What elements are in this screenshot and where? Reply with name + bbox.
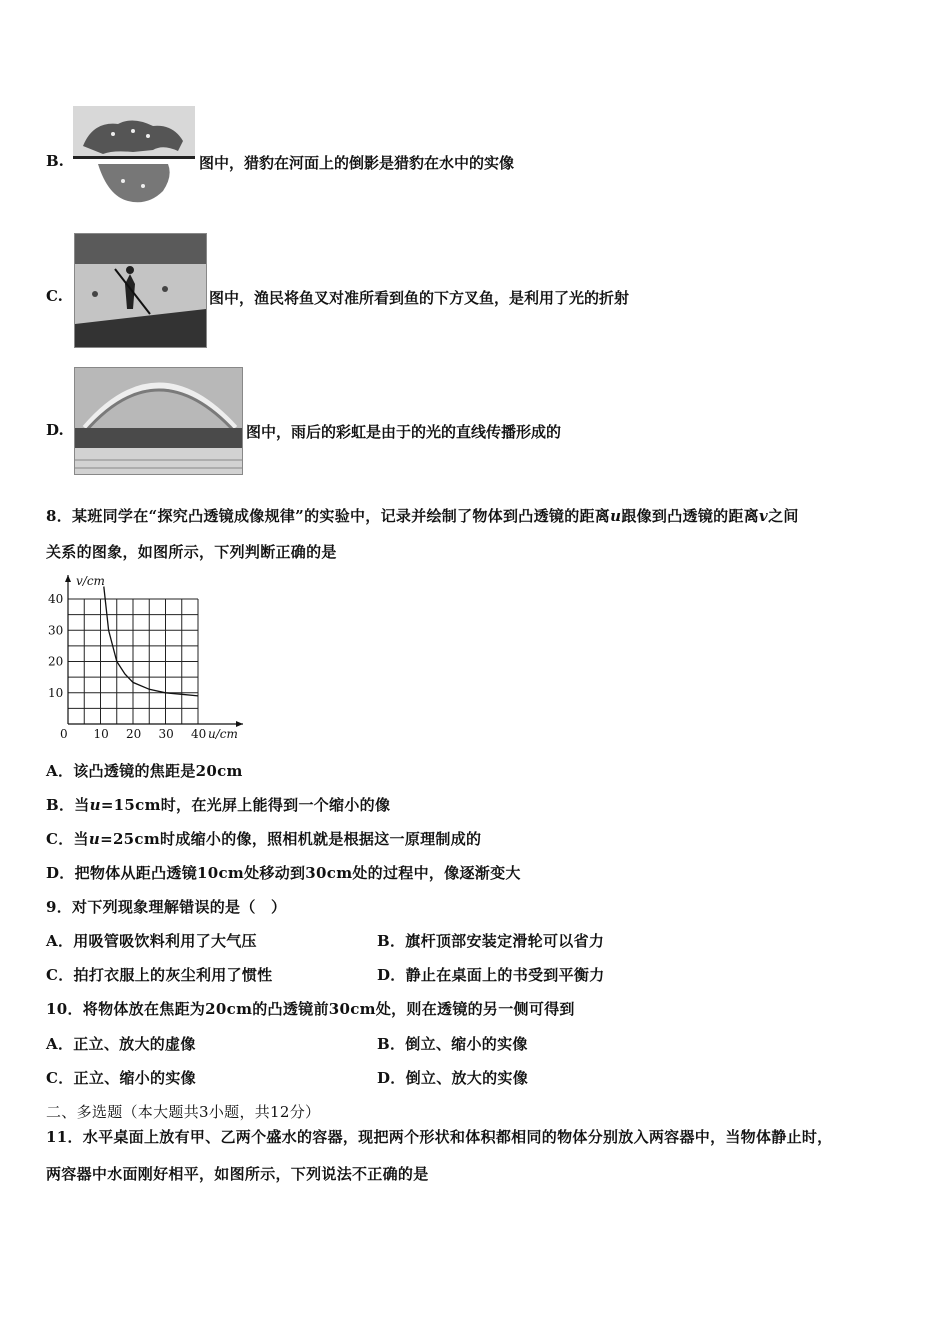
cheetah-reflection-photo: [73, 106, 195, 210]
q8-option-a-text: 该凸透镜的焦距是20cm: [73, 762, 243, 780]
rainbow-photo: [74, 367, 243, 475]
q8-option-c-pre: 当: [73, 830, 89, 848]
q8-var-u: u: [610, 507, 622, 525]
q10-stem: 10．将物体放在焦距为20cm的凸透镜前30cm处，则在透镜的另一侧可得到: [46, 1000, 575, 1018]
option-b-text: 图中，猎豹在河面上的倒影是猎豹在水中的实像: [199, 154, 515, 172]
q9-option-b-text: 旗杆顶部安装定滑轮可以省力: [405, 932, 605, 950]
option-c-letter: C.: [46, 287, 63, 305]
q8-option-a-letter: A．: [46, 762, 74, 780]
x-axis-label: u/cm: [208, 727, 238, 741]
q9-option-b: [377, 930, 604, 951]
option-b-letter: B.: [46, 152, 64, 170]
q8-option-b-post: =15cm时，在光屏上能得到一个缩小的像: [100, 796, 391, 814]
q11-line1: 11．水平桌面上放有甲、乙两个盛水的容器，现把两个形状和体积都相同的物体分别放入两容器中，当物体静止时，: [46, 1128, 833, 1146]
q8-option-d: [46, 862, 521, 883]
q8-option-c-letter: C．: [46, 830, 74, 848]
q9-option-c-letter: C．: [46, 966, 74, 984]
q10-option-a: [46, 1033, 196, 1054]
q8-option-c: [46, 828, 481, 849]
y-tick-label: 30: [48, 623, 64, 638]
q8-option-d-letter: D．: [46, 864, 75, 882]
q9-option-d-letter: D．: [377, 966, 406, 984]
x-tick-label: 30: [158, 727, 174, 741]
q9-option-a-text: 用吸管吸饮料利用了大气压: [73, 932, 257, 950]
q9-option-a-letter: A．: [46, 932, 74, 950]
option-d-letter: D.: [46, 421, 64, 439]
q10-option-a-text: 正立、放大的虚像: [73, 1035, 196, 1053]
x-tick-label: 10: [93, 727, 109, 741]
q10-option-d-letter: D．: [377, 1069, 406, 1087]
q8-option-d-text: 把物体从距凸透镜10cm处移动到30cm处的过程中，像逐渐变大: [74, 864, 521, 882]
q10-option-a-letter: A．: [46, 1035, 74, 1053]
q9-stem: 9．对下列现象理解错误的是（ ）: [46, 898, 287, 916]
x-tick-label: 40: [191, 727, 207, 741]
x-tick-label: 20: [126, 727, 142, 741]
q10-option-b-letter: B．: [377, 1035, 406, 1053]
q8-option-b-var: u: [89, 796, 101, 814]
q9-option-b-letter: B．: [377, 932, 406, 950]
q9-option-c: [46, 964, 272, 985]
q10-option-b-text: 倒立、缩小的实像: [405, 1035, 528, 1053]
y-tick-label: 20: [48, 654, 64, 669]
q10-option-c: [46, 1067, 196, 1088]
q9-option-d-text: 静止在桌面上的书受到平衡力: [405, 966, 605, 984]
q8-stem-line1: [46, 505, 799, 526]
option-c-text: 图中，渔民将鱼叉对准所看到鱼的下方叉鱼，是利用了光的折射: [209, 289, 630, 307]
q9-option-c-text: 拍打衣服上的灰尘利用了惯性: [73, 966, 273, 984]
option-d-text: 图中，雨后的彩虹是由于的光的直线传播形成的: [246, 423, 562, 441]
q9-option-d: [377, 964, 605, 985]
y-tick-label: 10: [48, 685, 64, 700]
q8-option-a: [46, 760, 243, 781]
q8-option-b-letter: B．: [46, 796, 75, 814]
section-title: 二、多选题（本大题共3小题，共12分）: [46, 1103, 321, 1121]
fisherman-spear-photo: [74, 233, 207, 348]
q8-stem-part-c: 之间: [768, 507, 799, 525]
q8-stem-part-b: 跟像到凸透镜的距离: [621, 507, 760, 525]
q10-option-d: [377, 1067, 528, 1088]
q10-option-c-text: 正立、缩小的实像: [73, 1069, 196, 1087]
q8-var-v: v: [759, 507, 769, 525]
y-axis-label: v/cm: [76, 574, 105, 588]
q8-option-b: [46, 794, 390, 815]
y-tick-label: 40: [48, 592, 64, 606]
q8-stem-line2: 关系的图象，如图所示，下列判断正确的是: [46, 543, 337, 561]
x-tick-label: 0: [60, 727, 68, 741]
v-u-curve: [104, 587, 198, 696]
y-axis-arrow: [65, 575, 71, 582]
q11-line2: 两容器中水面刚好相平，如图所示，下列说法不正确的是: [46, 1165, 429, 1183]
q10-option-d-text: 倒立、放大的实像: [405, 1069, 529, 1087]
q9-option-a: [46, 930, 257, 951]
q8-stem-part-a: 8．某班同学在“探究凸透镜成像规律”的实验中，记录并绘制了物体到凸透镜的距离: [46, 507, 611, 525]
q8-option-b-pre: 当: [74, 796, 90, 814]
q8-option-c-var: u: [88, 830, 101, 848]
q8-option-c-post: =25cm时成缩小的像，照相机就是根据这一原理制成的: [100, 830, 482, 848]
v-u-graph: [40, 570, 250, 745]
q10-option-c-letter: C．: [46, 1069, 74, 1087]
q10-option-b: [377, 1033, 528, 1054]
